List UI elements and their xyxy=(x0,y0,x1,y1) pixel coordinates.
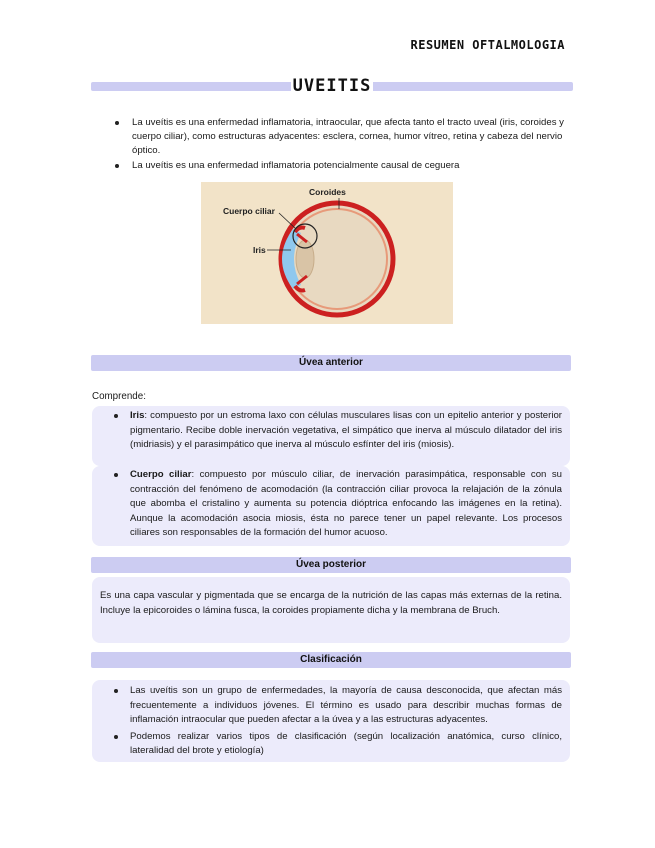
label-coroides: Coroides xyxy=(309,187,346,197)
page-title-text: UVEITIS xyxy=(292,76,372,96)
title-block xyxy=(91,76,573,98)
section-heading-clasificacion: Clasificación xyxy=(91,652,571,668)
eye-diagram-drawing xyxy=(201,182,453,324)
list-item: Las uveítis son un grupo de enfermedades, la mayoría de causa desconocida, que afectan más frecuentemente a individuos jóvenes. El término es usado para describir muchas formas de inflamación intraocular que pueden afectar a la úvea y a las estructuras adyacentes. xyxy=(92,684,570,728)
list-item xyxy=(92,409,570,453)
label-cuerpo-ciliar: Cuerpo ciliar xyxy=(223,206,275,216)
ciliar-text: : compuesto por músculo ciliar, de inervación parasimpática, responsable con su contracción del fenómeno de acomodación (la contracción ciliar provoca la relajación de la zónula que abomba el cristalino y aumenta su potencia dióptrica enfocando las imágenes en la retina). Aunque la acomodación asocia miosis, ésta no parece tener un papel relevante. Los procesos ciliares son responsables de la formación del humor acuoso. xyxy=(130,469,562,539)
label-iris: Iris xyxy=(253,245,266,255)
page-title xyxy=(91,76,573,96)
comprende-label: Comprende: xyxy=(92,391,146,402)
posterior-text: Es una capa vascular y pigmentada que se encarga de la nutrición de las capas más externas de la retina. Incluye la epicoroides o lámina fusca, la coroides propiamente dicha y la membrana de Bruch. xyxy=(100,590,562,616)
clasificacion-box xyxy=(92,680,570,762)
term-iris: Iris xyxy=(130,410,145,421)
section-heading-posterior: Úvea posterior xyxy=(91,557,571,573)
list-item: La uveítis es una enfermedad inflamatoria, intraocular, que afecta tanto el tracto uveal (iris, coroides y cuerpo ciliar), como estructuras adyacentes: esclera, cornea, humor vítreo, retina y cabeza del nervio óptico. xyxy=(112,116,572,158)
posterior-box xyxy=(92,577,570,643)
list-item xyxy=(92,468,570,541)
anterior-box-iris xyxy=(92,406,570,466)
list-item: Podemos realizar varios tipos de clasificación (según localización anatómica, curso clínico, lateralidad del brote y etiología) xyxy=(92,730,570,759)
intro-list xyxy=(112,116,572,174)
list-item: La uveítis es una enfermedad inflamatoria potencialmente causal de ceguera xyxy=(112,159,572,173)
section-heading-anterior: Úvea anterior xyxy=(91,355,571,371)
iris-text: : compuesto por un estroma laxo con células musculares lisas con un epitelio anterior y posterior pigmentario. Recibe doble inervación vegetativa, el simpático que inerva al músculo dilatador del iris (midriasis) y el parasimpático que inerva al músculo esfínter del iris (miosis). xyxy=(130,410,562,451)
anterior-box-ciliar xyxy=(92,466,570,546)
eye-diagram xyxy=(201,182,453,324)
page-header: RESUMEN OFTALMOLOGIA xyxy=(410,38,565,52)
term-cuerpo-ciliar: Cuerpo ciliar xyxy=(130,469,192,480)
